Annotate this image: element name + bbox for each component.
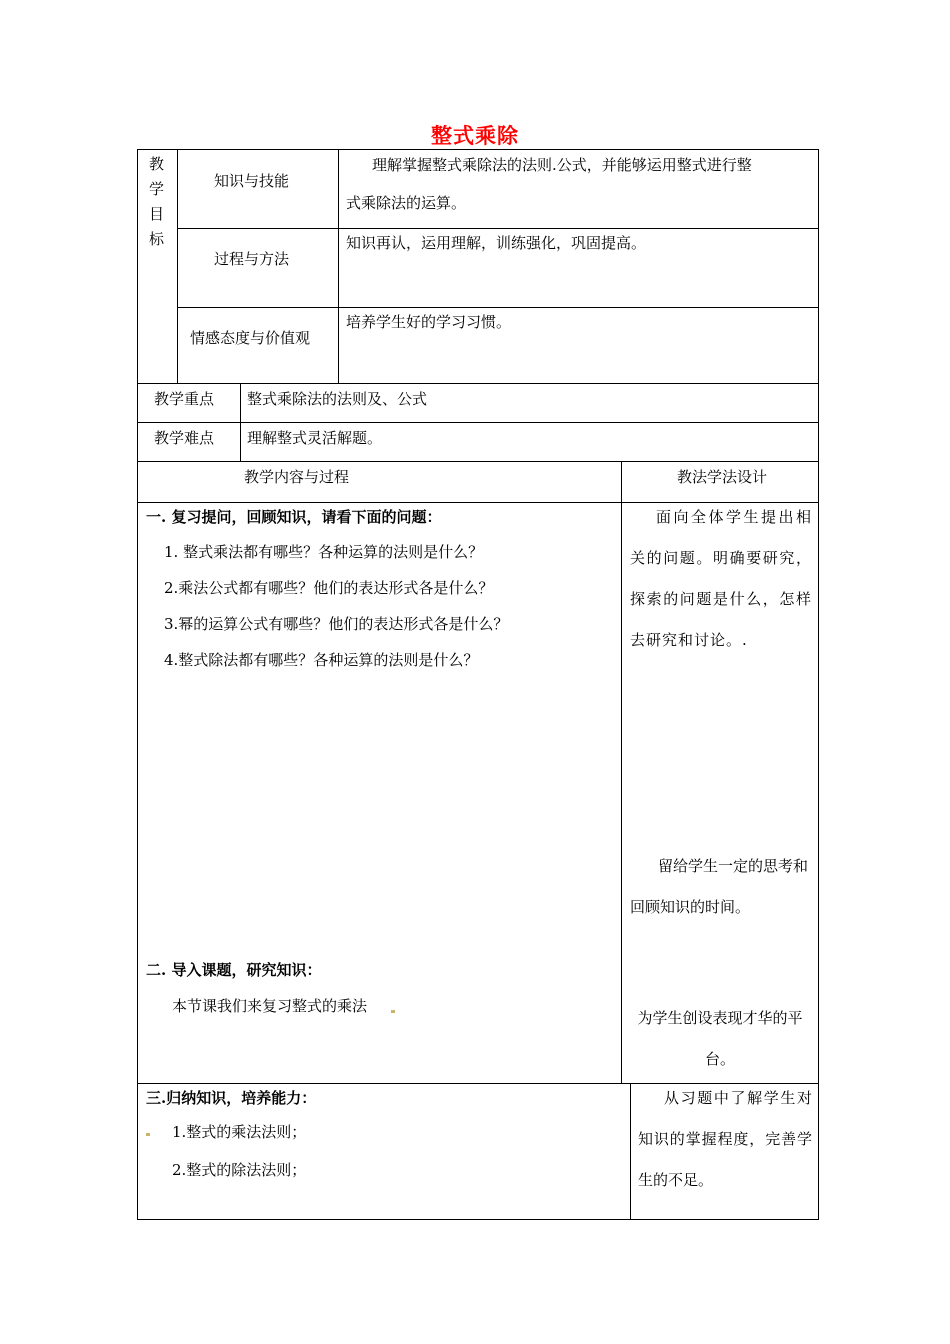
objectives-side-char-4: 标	[149, 230, 165, 248]
section3-column-divider	[630, 1083, 631, 1220]
section2-heading: 二. 导入课题，研究知识：	[146, 961, 322, 979]
knowledge-skills-label: 知识与技能	[214, 172, 290, 190]
section1-item-3: 3.幂的运算公式有哪些？他们的表达形式各是什么？	[164, 615, 509, 633]
section1-note-1: 面向全体学生提出相关的问题。明确要研究，探索的问题是什么，怎样去研究和讨论。.	[630, 508, 812, 649]
method-column-header: 教法学法设计	[677, 468, 768, 486]
section2-body: 本节课我们来复习整式的乘法	[172, 997, 368, 1015]
section3-heading: 三.归纳知识，培养能力：	[146, 1089, 317, 1107]
header-column-divider	[621, 461, 622, 1084]
table-right-border	[818, 149, 819, 1220]
process-column-header: 教学内容与过程	[244, 468, 350, 486]
process-methods-content: 知识再认，运用理解，训练强化，巩固提高。	[346, 234, 647, 252]
table-top-border	[137, 149, 819, 150]
section3-item-1: 1.整式的乘法法则；	[172, 1123, 307, 1141]
text-marker-dot	[391, 1010, 395, 1013]
knowledge-skills-content-line-1: 理解掌握整式乘除法的法则.公式，并能够运用整式进行整	[372, 156, 752, 174]
attitude-values-label: 情感态度与价值观	[190, 329, 311, 347]
objectives-side-char-1: 教	[149, 155, 165, 173]
section1-note-2: 留给学生一定的思考和回顾知识的时间。	[630, 857, 809, 916]
text-marker-dot	[146, 1133, 150, 1136]
section1-note-3: 为学生创设表现才华的平台。	[637, 1009, 803, 1068]
section3-item-2: 2.整式的除法法则；	[172, 1161, 307, 1179]
objectives-label-divider	[338, 149, 339, 383]
difficulty-label: 教学难点	[154, 429, 215, 447]
objectives-side-char-3: 目	[149, 205, 165, 223]
section1-heading: 一. 复习提问，回顾知识，请看下面的问题：	[146, 508, 442, 526]
knowledge-skills-content-line-2: 式乘除法的运算。	[346, 194, 467, 212]
table-bottom-border	[137, 1219, 819, 1220]
section1-item-4: 4.整式除法都有哪些？各种运算的法则是什么？	[164, 651, 479, 669]
objectives-side-char-2: 学	[149, 180, 165, 198]
section3-note: 从习题中了解学生对知识的掌握程度，完善学生的不足。	[638, 1089, 812, 1189]
process-methods-label: 过程与方法	[214, 250, 290, 268]
page-title: 整式乘除	[431, 123, 519, 148]
keypoint-content: 整式乘除法的法则及、公式	[247, 390, 428, 408]
attitude-values-content: 培养学生好的学习习惯。	[346, 313, 512, 331]
objectives-row-divider-1	[177, 228, 819, 229]
keypoint-row-divider	[137, 422, 819, 423]
section1-item-2: 2.乘法公式都有哪些？他们的表达形式各是什么？	[164, 579, 494, 597]
objectives-side-divider	[177, 149, 178, 383]
objectives-row-divider-2	[177, 307, 819, 308]
difficulty-row-divider	[137, 461, 819, 462]
table-left-border	[137, 149, 138, 1220]
section1-item-1: 1. 整式乘法都有哪些？各种运算的法则是什么？	[164, 543, 484, 561]
difficulty-content: 理解整式灵活解题。	[247, 429, 383, 447]
keypoint-label: 教学重点	[154, 390, 215, 408]
